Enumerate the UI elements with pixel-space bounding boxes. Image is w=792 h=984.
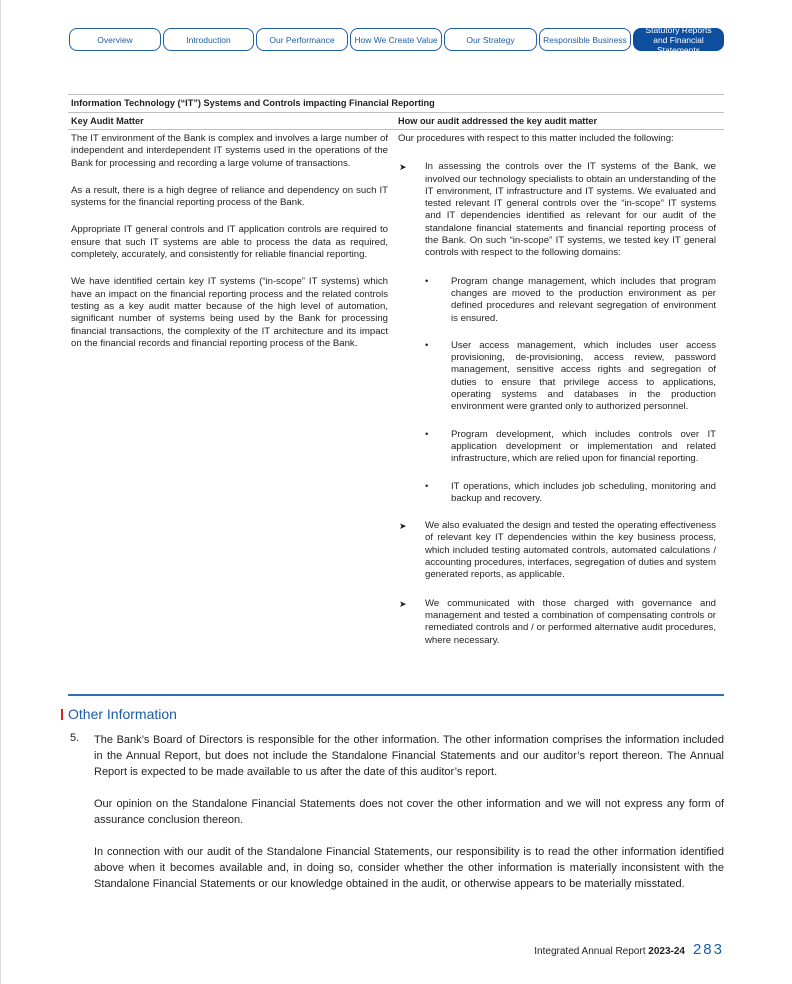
section-marker (61, 709, 63, 720)
tab-how-we-create-value[interactable]: How We Create Value (350, 28, 442, 51)
tab-our-performance[interactable]: Our Performance (256, 28, 348, 51)
tab-statutory-reports[interactable]: Statutory Reports and Financial Statements (633, 28, 724, 51)
tab-introduction[interactable]: Introduction (163, 28, 254, 51)
round-bullet-icon: • (425, 275, 429, 287)
table-top-rule (68, 94, 724, 95)
tab-overview[interactable]: Overview (69, 28, 161, 51)
arrow-bullet-icon: ➤ (399, 521, 407, 532)
procedure-item (398, 598, 716, 647)
body-paragraph: The Bank’s Board of Directors is responsible for the other information. The other information comprises the information included in the Annual Report, but does not include the Standalone Financial Statements and our auditor’s report thereon. The Annual Report is expected to be made available to us after the date of this auditor’s report. (94, 734, 724, 778)
section-title: Other Information (68, 706, 177, 722)
round-bullet-icon: • (425, 428, 429, 440)
body-paragraph: In connection with our audit of the Standalone Financial Statements, our responsibility is to read the other information identified above when it becomes available and, in doing so, consider whether the other information is materially inconsistent with the Standalone Financial Statements or our knowledge obtained in the audit, or otherwise appears to be materially misstated. (94, 846, 724, 890)
page-edge-line (0, 0, 1, 984)
round-bullet-icon: • (425, 339, 429, 351)
audit-response-column (398, 133, 716, 663)
footer-year: 2023-24 (648, 946, 685, 957)
footer-report-name: Integrated Annual Report (534, 946, 646, 957)
kam-paragraph: Appropriate IT general controls and IT application controls are required to ensure that such IT systems are able to process the data as required, completely, accurately, and consistently for reliable financial reporting. (71, 224, 388, 261)
procedure-item (398, 161, 716, 259)
control-domain-item (398, 340, 716, 414)
control-domain-text: User access management, which includes user access provisioning, de-provisioning, access review, password management, sensitive access rights and segregation of duties to ensure that privilege access to applications, operating systems and databases in the production environment were granted only to authorized personnel. (451, 339, 716, 413)
control-domain-item (398, 276, 716, 325)
procedure-text: In assessing the controls over the IT systems of the Bank, we involved our technology specialists to obtain an understanding of the IT environment, IT infrastructure and IT systems. We evaluated and tested relevant IT general controls over the “in-scope” IT systems and IT dependencies identified as relevant for our audit of the standalone financial statements and financial reporting process of the Bank. On such “in-scope” IT systems, we tested key IT general controls with respect to the following domains: (425, 161, 716, 259)
page-footer (534, 941, 724, 958)
page-number: 283 (692, 941, 724, 958)
control-domain-item (398, 429, 716, 466)
kam-paragraph: We have identified certain key IT systems (“in-scope” IT systems) which have an impact on the financial reporting process and the related controls testing as a key audit matter because of the high level of automation, significant number of systems being used by the Bank for processing financial transactions, the complexity of the IT architecture and its impact on the financial records and financial reporting process of the Bank. (71, 276, 388, 349)
control-domain-text: Program change management, which includes that program changes are moved to the production environment as per defined procedures and relevant segregation of environment is ensured. (451, 275, 716, 324)
procedure-item (398, 520, 716, 581)
body-paragraph: Our opinion on the Standalone Financial Statements does not cover the other information and we will not express any form of assurance conclusion thereon. (94, 798, 724, 826)
audit-response-header: How our audit addressed the key audit matter (398, 116, 598, 126)
procedures-intro: Our procedures with respect to this matter included the following: (398, 133, 674, 144)
kam-paragraph: As a result, there is a high degree of reliance and dependency on such IT systems for the financial reporting process of the Bank. (71, 184, 388, 209)
other-information-body (94, 732, 724, 908)
table-title: Information Technology (“IT”) Systems and Controls impacting Financial Reporting (71, 98, 435, 108)
key-audit-matter-column (71, 133, 388, 365)
tab-our-strategy[interactable]: Our Strategy (444, 28, 537, 51)
table-bottom-rule (68, 694, 724, 696)
round-bullet-icon: • (425, 480, 429, 492)
control-domain-text: IT operations, which includes job scheduling, monitoring and backup and recovery. (451, 480, 716, 504)
arrow-bullet-icon: ➤ (399, 598, 407, 609)
kam-paragraph: The IT environment of the Bank is complex and involves a large number of independent and interdependent IT systems used in the operations of the Bank for processing and recording a large volume of transactions. (71, 133, 388, 169)
procedure-text: We also evaluated the design and tested the operating effectiveness of relevant key IT dependencies within the key business process, which included testing automated controls, automated calculations / accounting procedures, interfaces, segregation of duties and system generated reports, as applicable. (425, 520, 716, 581)
paragraph-number: 5. (70, 732, 80, 744)
procedure-text: We communicated with those charged with governance and management and tested a combination of compensating controls or remediated controls and / or performed alternative audit procedures, where necessary. (425, 597, 716, 646)
tab-responsible-business[interactable]: Responsible Business (539, 28, 631, 51)
control-domain-item (398, 481, 716, 506)
key-audit-matter-header: Key Audit Matter (71, 116, 144, 126)
table-header-rule (68, 129, 724, 130)
arrow-bullet-icon: ➤ (399, 162, 407, 173)
control-domain-text: Program development, which includes controls over IT application development or implementation and related infrastructure, which are relied upon for financial reporting. (451, 428, 716, 465)
table-title-rule (68, 112, 724, 113)
footer-report-label (534, 946, 685, 957)
